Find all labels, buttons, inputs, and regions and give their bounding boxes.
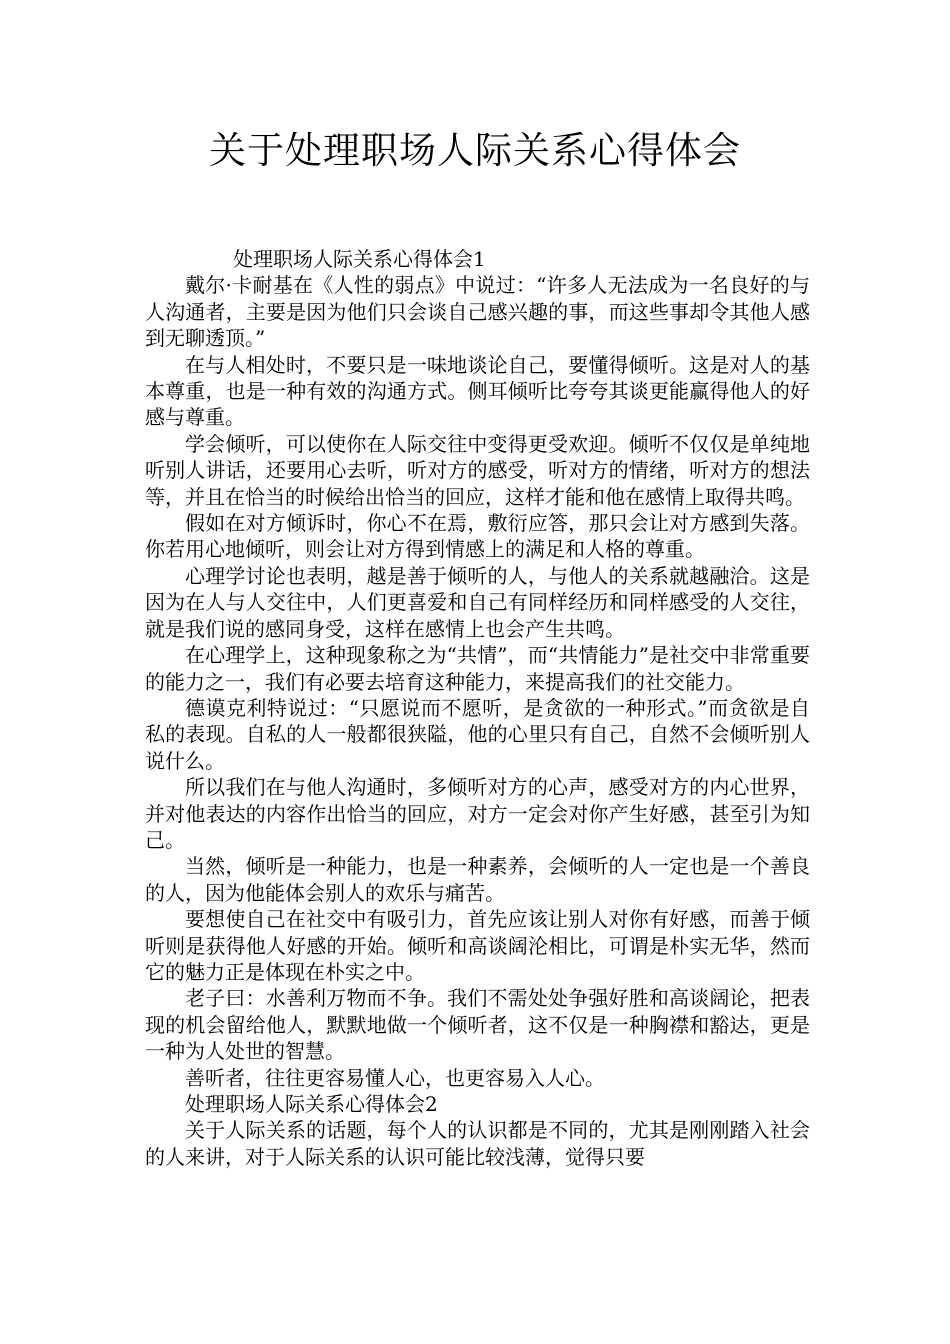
paragraph: 心理学讨论也表明，越是善于倾听的人，与他人的关系就越融洽。这是因为在人与人交往中，人们更喜爱和自己有同样经历和同样感受的人交往，就是我们说的感同身受，这样在感情上也会产生共鸣。 xyxy=(145,563,810,641)
paragraph: 所以我们在与他人沟通时，多倾听对方的心声，感受对方的内心世界，并对他表达的内容作出恰当的回应，对方一定会对你产生好感，甚至引为知己。 xyxy=(145,775,810,852)
paragraph: 关于人际关系的话题，每个人的认识都是不同的，尤其是刚刚踏入社会的人来讲，对于人际关系的认识可能比较浅薄，觉得只要 xyxy=(145,1118,810,1169)
section-heading-2: 处理职场人际关系心得体会2 xyxy=(185,1092,438,1116)
paragraph: 要想使自己在社交中有吸引力，首先应该让别人对你有好感，而善于倾听则是获得他人好感的开始。倾听和高谈阔沦相比，可谓是朴实无华，然而它的魅力正是体现在朴实之中。 xyxy=(145,907,810,984)
paragraph: 当然，倾听是一种能力，也是一种素养，会倾听的人一定也是一个善良的人，因为他能体会别人的欢乐与痛苦。 xyxy=(145,854,810,905)
document-title: 关于处理职场人际关系心得体会 xyxy=(209,129,741,172)
document-body xyxy=(145,246,810,1170)
paragraph: 在与人相处时，不要只是一味地谈论自己，要懂得倾听。这是对人的基本尊重，也是一种有效的沟通方式。侧耳倾听比夸夸其谈更能赢得他人的好感与尊重。 xyxy=(145,352,810,430)
paragraph: 假如在对方倾诉时，你心不在焉，敷衍应答，那只会让对方感到失落。你若用心地倾听，则会让对方得到情感上的满足和人格的尊重。 xyxy=(145,511,810,562)
paragraph: 在心理学上，这种现象称之为“共情”，而“共情能力”是社交中非常重要的能力之一，我们有必要去培育这种能力，来提高我们的社交能力。 xyxy=(145,643,810,694)
paragraph: 学会倾听，可以使你在人际交往中变得更受欢迎。倾听不仅仅是单纯地听别人讲话，还要用心去听，听对方的感受，听对方的情绪，听对方的想法等，并且在恰当的时候给出恰当的回应，这样才能和他在感情上取得共鸣。 xyxy=(145,431,810,509)
section-heading-1: 处理职场人际关系心得体会1 xyxy=(233,247,486,271)
paragraph: 戴尔·卡耐基在《人性的弱点》中说过：“许多人无法成为一名良好的与人沟通者，主要是因为他们只会谈自己感兴趣的事，而这些事却令其他人感到无聊透顶。” xyxy=(145,273,810,351)
paragraph: 善听者，往往更容易懂人心，也更容易入人心。 xyxy=(185,1065,605,1090)
paragraph: 老子曰：水善利万物而不争。我们不需处处争强好胜和高谈阔论，把表现的机会留给他人，默默地做一个倾听者，这不仅是一种胸襟和豁达，更是一种为人处世的智慧。 xyxy=(145,986,810,1064)
paragraph: 德谟克利特说过：“只愿说而不愿听，是贪欲的一种形式。”而贪欲是自私的表现。自私的人一般都很狭隘，他的心里只有自己，自然不会倾听别人说什么。 xyxy=(145,695,810,773)
